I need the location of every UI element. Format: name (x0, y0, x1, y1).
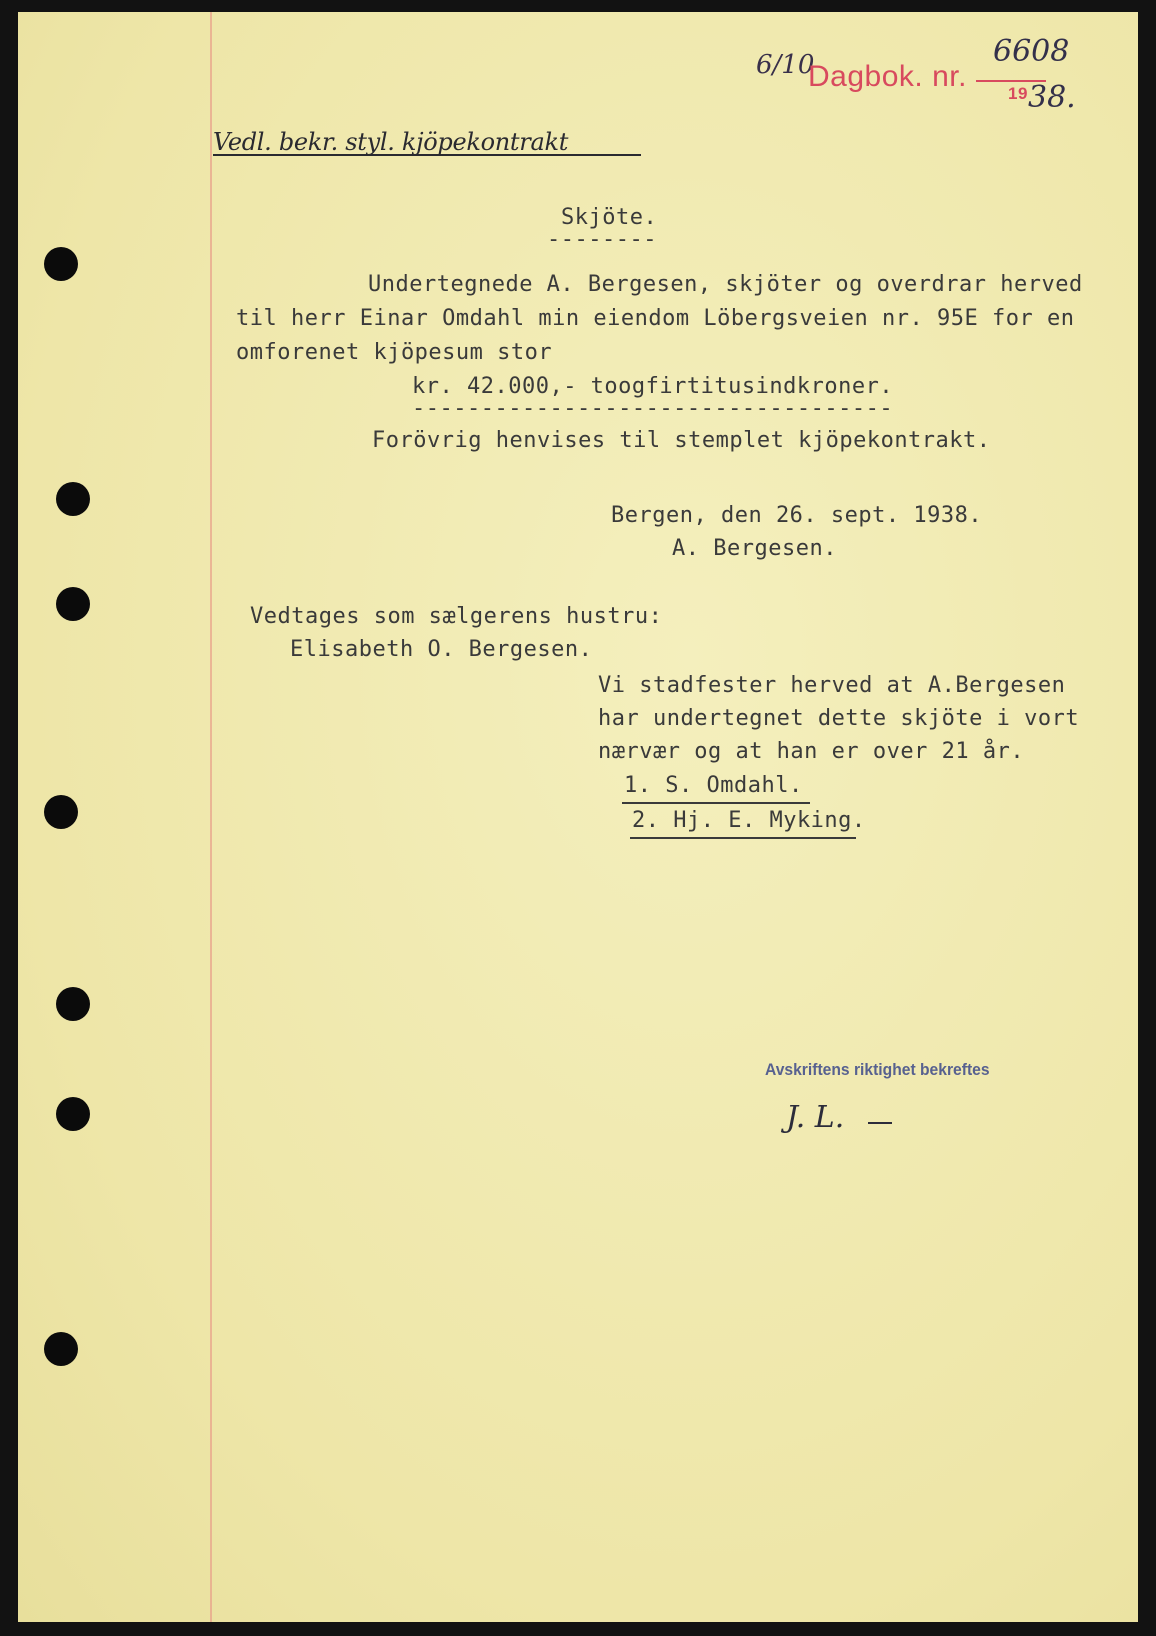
punch-hole (56, 587, 90, 621)
margin-line (210, 12, 212, 1622)
purchase-amount: kr. 42.000,- toogfirtitusindkroner. (412, 374, 894, 399)
seller-signature: A. Bergesen. (672, 536, 837, 561)
body-line: til herr Einar Omdahl min eiendom Löbergsveien nr. 95E for en (236, 306, 1075, 331)
punch-hole (44, 795, 78, 829)
initials-dash (868, 1122, 892, 1124)
dagbok-year-printed: 19 (1008, 84, 1028, 103)
punch-hole (44, 1332, 78, 1366)
punch-hole (56, 1097, 90, 1131)
punch-hole (56, 987, 90, 1021)
witness-2-underline (630, 837, 856, 839)
punch-hole (56, 482, 90, 516)
document-title: Skjöte. (561, 205, 658, 230)
witness-line: Vi stadfester herved at A.Bergesen (598, 673, 1066, 698)
margin-note-underline (213, 154, 641, 156)
witness-line: nærvær og at han er over 21 år. (598, 739, 1025, 764)
place-date: Bergen, den 26. sept. 1938. (611, 503, 983, 528)
body-line: Undertegnede A. Bergesen, skjöter og overdrar herved (368, 272, 1083, 297)
margin-note: Vedl. bekr. styl. kjöpekontrakt (213, 128, 569, 156)
title-underline: -------- (547, 227, 657, 252)
body-line: omforenet kjöpesum stor (236, 340, 553, 365)
punch-hole (44, 247, 78, 281)
witness-line: har undertegnet dette skjöte i vort (598, 706, 1080, 731)
dagbok-year-hand: 38. (1028, 80, 1076, 115)
certification-stamp: Avskriftens riktighet bekreftes (765, 1060, 990, 1079)
body-line: Forövrig henvises til stemplet kjöpekontrakt. (372, 428, 991, 453)
dagbok-stamp-label: Dagbok. nr. (808, 60, 967, 93)
amount-underline: ----------------------------------- (412, 396, 894, 421)
certification-initials: J. L. (786, 1100, 845, 1135)
witness-1: 1. S. Omdahl. (624, 773, 803, 798)
witness-1-underline (622, 802, 810, 804)
wife-name: Elisabeth O. Bergesen. (290, 637, 593, 662)
stamp-date: 6/10 (756, 50, 815, 80)
dagbok-number: 6608 (993, 34, 1070, 69)
witness-2: 2. Hj. E. Myking. (632, 808, 866, 833)
wife-intro: Vedtages som sælgerens hustru: (250, 604, 663, 629)
document-page (18, 12, 1138, 1622)
